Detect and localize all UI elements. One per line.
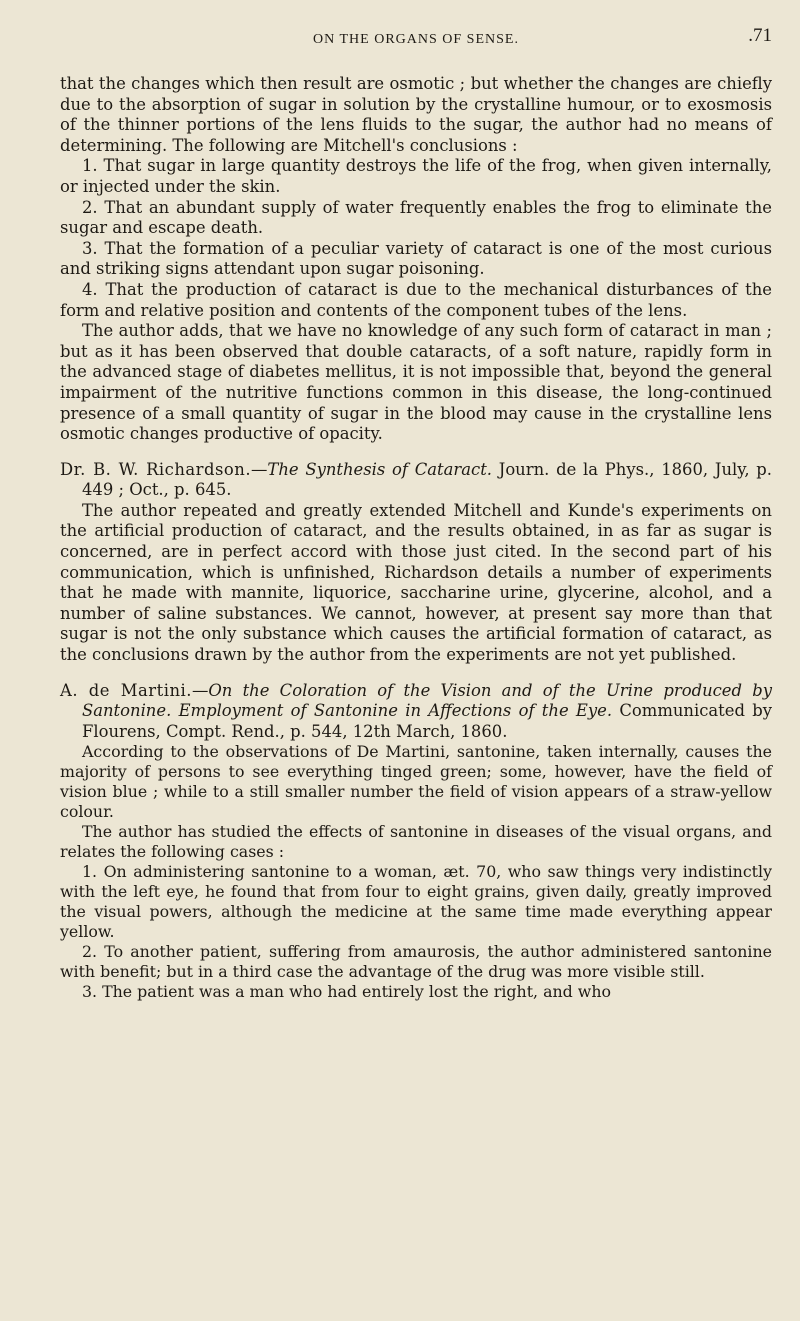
- reference-title: The Synthesis of Cataract.: [267, 459, 492, 479]
- reference-title: On the Coloration of the Vision and of the Urine produced by Santonine. Employment of Santonine in Affections of the Eye.: [82, 680, 772, 721]
- reference-heading: [60, 681, 772, 743]
- paragraph: The author repeated and greatly extended Mitchell and Kunde's experiments on the artificial production of cataract, and the results obtained, in as far as sugar is concerned, are in perfect accord with those just cited. In the second part of his communication, which is unfinished, Richardson details a number of experiments that he made with mannite, liquorice, saccharine urine, glycerine, alcohol, and a number of saline substances. We cannot, however, at present say more than that sugar is not the only substance which causes the artificial formation of cataract, as the conclusions drawn by the author from the experiments are not yet published.: [60, 500, 772, 665]
- reference-author: A. de Martini.: [60, 680, 192, 700]
- reference-dash: —: [191, 680, 209, 700]
- page-header: [60, 18, 772, 74]
- paragraph: The author has studied the effects of santonine in diseases of the visual organs, and relates the following cases :: [60, 822, 772, 862]
- conclusion-item: 4. That the production of cataract is due to the mechanical disturbances of the form and relative position and contents of the component tubes of the lens.: [60, 279, 772, 320]
- conclusion-item: 1. That sugar in large quantity destroys the life of the frog, when given internally, or injected under the skin.: [60, 156, 772, 196]
- case-item: 3. The patient was a man who had entirely lost the right, and who: [82, 982, 612, 1002]
- running-title: ON THE ORGANS OF SENSE.: [313, 32, 519, 47]
- reference-author: Dr. B. W. Richardson.: [60, 459, 252, 479]
- conclusion-item: 2. That an abundant supply of water frequently enables the frog to eliminate the sugar and escape death.: [60, 197, 772, 238]
- reference-heading: [60, 460, 772, 501]
- paragraph: According to the observations of De Martini, santonine, taken internally, causes the majority of persons to see everything tinged green; some, however, have the field of vision blue ; while to a still smaller number the field of vision appears of a straw-yellow colour.: [60, 742, 772, 822]
- case-item: 1. On administering santonine to a woman, æt. 70, who saw things very indistinctly with the left eye, he found that from four to eight grains, given daily, greatly improved the visual powers, although the medicine at the same time made everything appear yellow.: [60, 862, 772, 942]
- paragraph: that the changes which then result are osmotic ; but whether the changes are chiefly due to the absorption of sugar in solution by the crystalline humour, or to exosmosis of the thinner portions of the lens fluids to the sugar, the author had no means of determining. The following are Mitchell's conclusions :: [60, 74, 772, 155]
- book-page: [60, 18, 772, 1002]
- reference-source: Journ. de la Phys., 1860, July, p. 449 ; Oct., p. 645.: [82, 459, 772, 500]
- reference-dash: —: [251, 459, 268, 479]
- reference-source: Communicated by Flourens, Compt. Rend., p. 544, 12th March, 1860.: [82, 701, 772, 741]
- case-item: 2. To another patient, suffering from amaurosis, the author administered santonine with benefit; but in a third case the advantage of the drug was more visible still.: [60, 942, 772, 982]
- conclusion-item: 3. That the formation of a peculiar variety of cataract is one of the most curious and striking signs attendant upon sugar poisoning.: [60, 238, 772, 279]
- paragraph: The author adds, that we have no knowledge of any such form of cataract in man ; but as it has been observed that double cataracts, of a soft nature, rapidly form in the advanced stage of diabetes mellitus, it is not impossible that, beyond the general impairment of the nutritive functions common in this disease, the long-continued presence of a small quantity of sugar in the blood may cause in the crystalline lens osmotic changes productive of opacity.: [60, 321, 772, 444]
- page-number: .71: [748, 25, 772, 46]
